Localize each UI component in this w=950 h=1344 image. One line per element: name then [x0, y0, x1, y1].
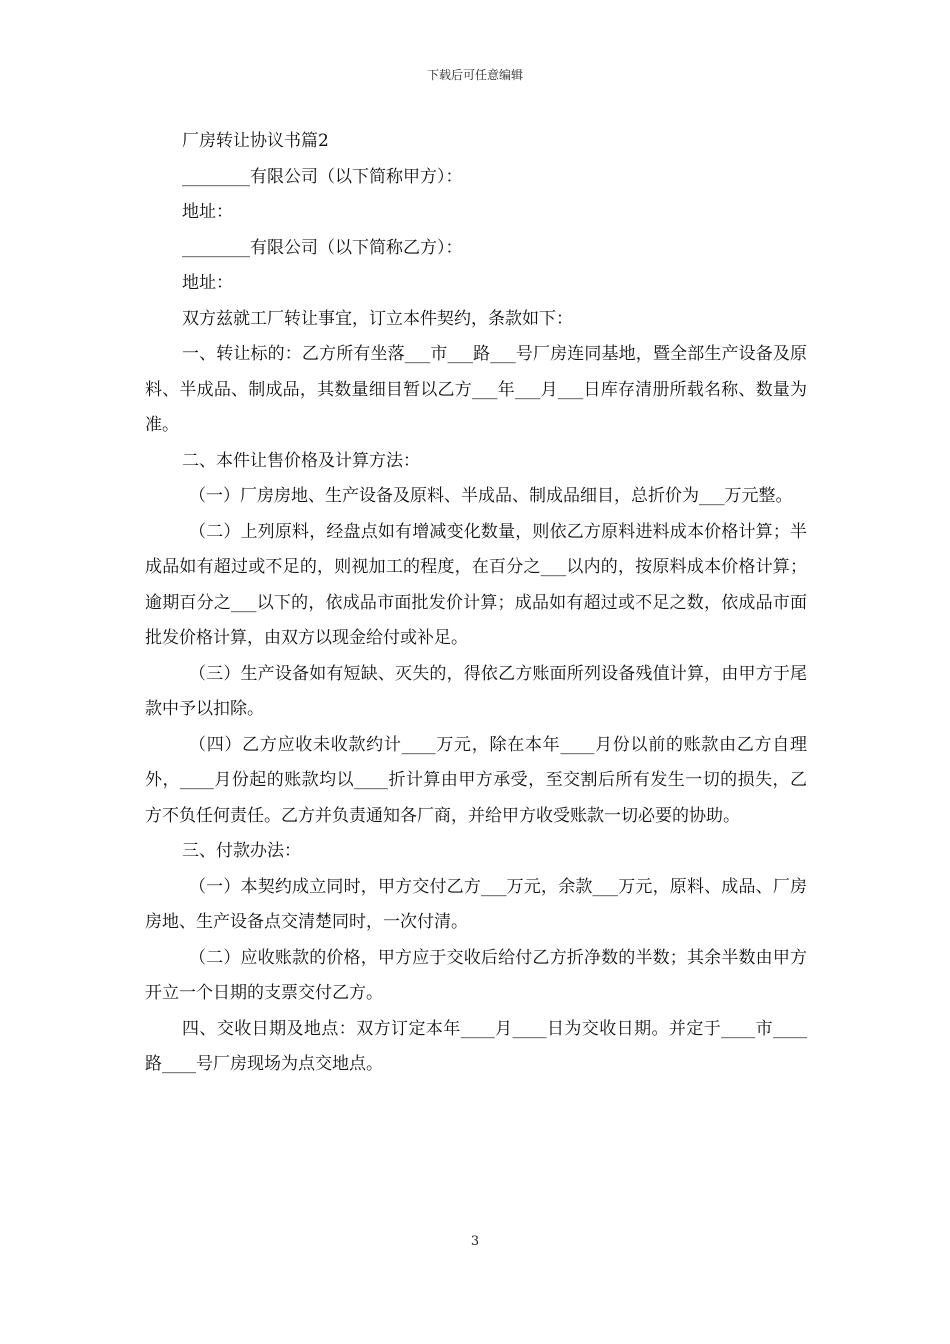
- party-b-line: ________有限公司（以下简称乙方）：: [182, 237, 463, 258]
- clause-3-item-1: （一）本契约成立同时，甲方交付乙方___万元，余款___万元，原料、成品、厂房房地、生产设备点交清楚同时，一次付清。: [145, 876, 807, 932]
- page-number: 3: [470, 1234, 480, 1249]
- clause-2-heading: 二、本件让售价格及计算方法：: [182, 450, 420, 471]
- clause-1-subject: 一、转让标的：乙方所有坐落___市___路___号厂房连同基地，暨全部生产设备及原料、半成品、制成品，其数量细目暂以乙方___年___月___日库存清册所载名称、数量为准。: [145, 344, 807, 435]
- clause-2-item-3: （三）生产设备如有短缺、灭失的，得依乙方账面所列设备残值计算，由甲方于尾款中予以扣除。: [145, 663, 807, 719]
- document-title: 厂房转让协议书篇2: [182, 131, 329, 151]
- clause-3-heading: 三、付款办法：: [182, 841, 301, 861]
- clause-3-item-2: （二）应收账款的价格，甲方应于交收后给付乙方折净数的半数；其余半数由甲方开立一个日期的支票交付乙方。: [145, 947, 807, 1003]
- document-body: [145, 124, 807, 1083]
- page-header: 下载后可任意编辑: [426, 68, 523, 82]
- preamble: 双方兹就工厂转让事宜，订立本件契约，条款如下：: [182, 308, 573, 329]
- party-a-address: 地址：: [182, 202, 233, 222]
- party-b-address: 地址：: [182, 273, 233, 293]
- clause-2-item-1: （一）厂房房地、生产设备及原料、半成品、制成品细目，总折价为___万元整。: [189, 486, 793, 506]
- party-a-line: ________有限公司（以下简称甲方）：: [182, 166, 463, 187]
- clause-2-item-2: （二）上列原料，经盘点如有增减变化数量，则依乙方原料进料成本价格计算；半成品如有超过或不足的，则视加工的程度，在百分之___以内的，按原料成本价格计算；逾期百分之___以下的，依成品市面批发价计算；成品如有超过或不足之数，依成品市面批发价格计算，由双方以现金给付或补足。: [145, 521, 807, 648]
- clause-2-item-4: （四）乙方应收未收款约计____万元，除在本年____月份以前的账款由乙方自理外，____月份起的账款均以____折计算由甲方承受，至交割后所有发生一切的损失，乙方不负任何责任。乙方并负责通知各厂商，并给甲方收受账款一切必要的协助。: [145, 734, 807, 826]
- clause-4-delivery: 四、交收日期及地点：双方订定本年____月____日为交收日期。并定于____市____路____号厂房现场为点交地点。: [145, 1018, 807, 1074]
